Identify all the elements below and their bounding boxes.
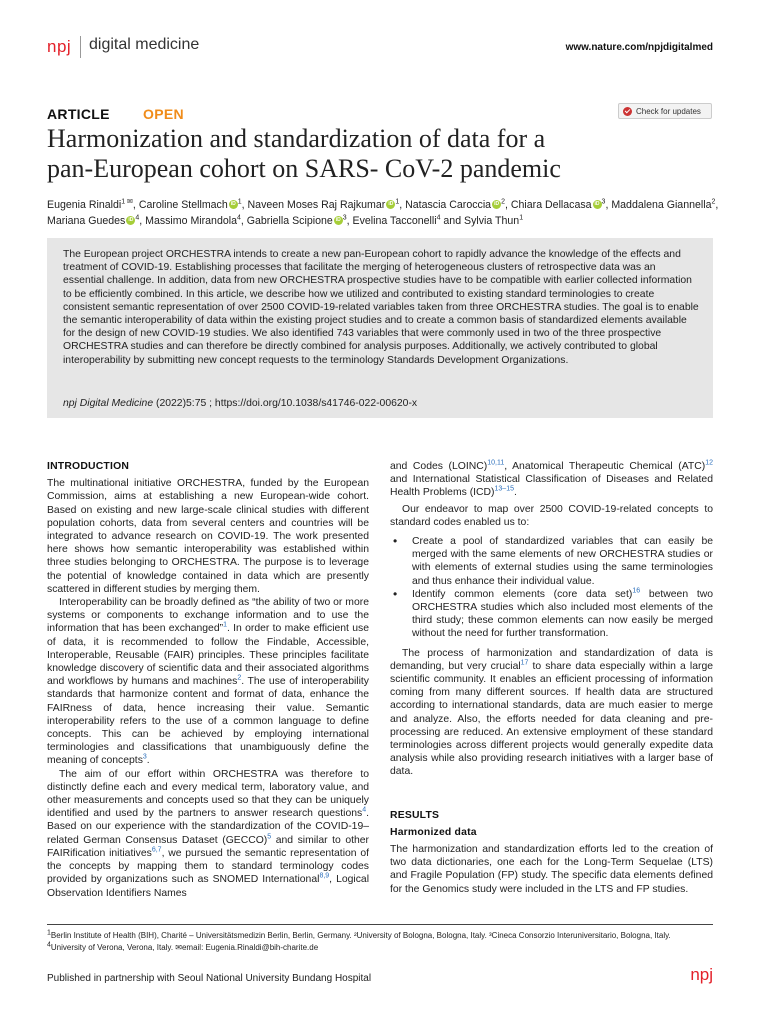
- ref-link[interactable]: 5: [267, 833, 272, 841]
- author-affiliation: 1: [395, 198, 400, 206]
- author-affiliation: 1 ✉: [121, 198, 133, 206]
- endeavor-paragraph: Our endeavor to map over 2500 COVID-19-related concepts to standard codes enabled us to:: [390, 503, 713, 528]
- goals-list: [390, 535, 713, 641]
- process-paragraph: The process of harmonization and standardization of data is demanding, but very crucial$^{17}$ to share data especially within a large scientific community. It enables an efficient processing of information coming from many different sources. If health data are structured according to international standards, data are much easier to merge and analyze. Also, the efforts needed for data cleaning and pre-processing are reduced. An extensive employment of these standard terminologies across different projects would generally expedite data analysis while also providing research initiatives with a larger base of data.: [390, 647, 713, 778]
- title-line-1: Harmonization and standardization of data for a: [47, 124, 546, 153]
- ref-link[interactable]: 13–15: [494, 485, 514, 493]
- author-name[interactable]: Natascia Caroccia: [405, 199, 492, 211]
- results-heading: RESULTS: [390, 809, 440, 821]
- ref-link[interactable]: 10,11: [487, 459, 505, 467]
- author-affiliation: 1: [237, 198, 242, 206]
- author-name[interactable]: Maddalena Giannella: [611, 199, 712, 211]
- ref-link[interactable]: 12: [705, 459, 713, 467]
- npj-logo[interactable]: npj: [47, 37, 72, 56]
- ref-link[interactable]: 3: [142, 754, 147, 761]
- author-name[interactable]: Massimo Mirandola: [145, 215, 237, 227]
- abstract-text: The European project ORCHESTRA intends to create a new pan-European cohort to rapidly advance the knowledge of the effects and treatment of COVID-19. Establishing processes that facilitate the merging of heterogeneous clusters of retrospective data was an essential challenge. In addition, data from new ORCHESTRA prospective studies have to be compatible with earlier collected information to be efficiently combined. In this article, we describe how we utilized and contributed to existing standard terminologies to create consistent semantic representation of over 2500 COVID-19-related variables taken from three ORCHESTRA studies. The goal is to enable the semantic interoperability of data within the existing project studies and to create a common basis of standardized elements available for the design of new COVID-19 studies. We also identified 743 variables that were commonly used in two of the three prospective ORCHESTRA studies and can therefore be directly combined for analysis purposes. Additionally, we actively contributed to global interoperability by submitting new concept requests to the terminology Standards Development Organizations.: [63, 249, 699, 366]
- author-affiliation: 4: [436, 214, 441, 222]
- harmonized-data-heading: Harmonized data: [390, 826, 477, 838]
- orcid-icon[interactable]: [229, 200, 238, 209]
- results-paragraph: The harmonization and standardization efforts led to the creation of two data dictionaries, one each for the Long-Term Sequelae (LTS) and Fragile Population (FP) study. The specific data elements defined for the Genomics study were included in the LTS and FP studies.: [390, 844, 713, 895]
- ref-link[interactable]: 6,7: [151, 846, 162, 854]
- check-updates-icon: [623, 107, 632, 116]
- author-affiliation: 2: [711, 198, 716, 206]
- author-affiliation: 4: [236, 214, 241, 222]
- orcid-icon[interactable]: [593, 200, 602, 209]
- author-affiliation: 2: [501, 198, 505, 206]
- affiliations-footnote: $^1$Berlin Institute of Health (BIH), Charité – Universitätsmedizin Berlin, Berlin, Germany. ²University of Bologna, Bologna, Italy. ³Cineca Consorzio Interuniversitario, Bologna, Italy. $^4$University of Verona, Verona, Italy. ✉email: Eugenia.Rinaldi@bih-charite.de: [47, 929, 671, 952]
- author-affiliation: 4: [135, 214, 140, 222]
- check-for-updates-button[interactable]: [618, 103, 712, 119]
- article-title: [47, 124, 727, 184]
- ref-link[interactable]: 2: [237, 674, 242, 682]
- author-affiliation: 3: [342, 214, 347, 222]
- author-list: Eugenia Rinaldi$^{1 ✉}$, Caroline StellmachiD $^1$, Naveen Moses Raj RajkumariD $^1$, Natascia CarocciaiD $^2$, Chiara DellacasaiD $^3$, Maddalena Giannella$^2$, Mariana GuedesiD $^4$, Massimo Mirandola$^4$, Gabriella ScipioneiD $^3$, Evelina Tacconelli$^4$ and Sylvia Thun$^1$: [47, 197, 727, 229]
- orcid-icon[interactable]: [492, 200, 501, 209]
- author-name[interactable]: Chiara Dellacasa: [510, 199, 592, 211]
- citation-doi-link[interactable]: (2022)5:75 ; https://doi.org/10.1038/s41746-022-00620-x: [153, 398, 418, 409]
- intro-paragraph-3: The aim of our effort within ORCHESTRA was therefore to distinctly define each and every medical term, laboratory value, and other measurements and concepts used so that they can be uniquely identified and used by the partners to answer research questions$^4$. Based on our experience with the standardization of the COVID-19–related German Consensus Dataset (GECCO)$^5$ and similar to other FAIRification initiatives$^{6,7}$, we pursued the semantic representation of the concepts by mapping them to standard terminology codes provided by organizations such as SNOMED International$^{8,9}$, Logical Observation Identifiers Names: [47, 768, 370, 899]
- open-access-label: OPEN: [143, 106, 184, 122]
- journal-name[interactable]: digital medicine: [89, 36, 200, 53]
- partnership-note: Published in partnership with Seoul National University Bundang Hospital: [47, 973, 372, 984]
- author-name[interactable]: Eugenia Rinaldi: [47, 199, 122, 211]
- author-affiliation: 3: [601, 198, 606, 206]
- citation-journal: npj Digital Medicine: [63, 398, 154, 409]
- author-name[interactable]: Gabriella Scipione: [246, 215, 333, 227]
- citation-line: [63, 398, 417, 409]
- ref-link[interactable]: 17: [520, 659, 529, 667]
- list-item: • Create a pool of standardized variables that can easily be merged with the same elements of new ORCHESTRA studies or with elements of external studies using the same terminologies and thus enhance their individual value.: [390, 535, 713, 588]
- orcid-icon[interactable]: [126, 216, 135, 225]
- intro-paragraph-1: The multinational initiative ORCHESTRA, funded by the European Commission, aims at establishing a new European-wide cohort. Based on existing and new large-scale clinical studies with different population cohorts, data from several centers and countries will be integrated to advance research on COVID-19. The work presented here shows how semantic interoperability was established within three studies belonging to ORCHESTRA. The purpose is to leverage the potential of knowledge contained in data which are presently scattered in different studies by merging them.: [47, 478, 369, 595]
- npj-footer-logo: npj: [690, 965, 713, 984]
- email-link[interactable]: University of Verona, Verona, Italy. ✉email: Eugenia.Rinaldi@bih-charite.de: [50, 942, 319, 952]
- author-name[interactable]: Sylvia Thun: [464, 215, 520, 227]
- author-name[interactable]: Evelina Tacconelli: [352, 215, 437, 227]
- check-updates-label: Check for updates: [636, 106, 701, 116]
- author-name[interactable]: Naveen Moses Raj Rajkumar: [247, 199, 386, 211]
- right-column: [390, 460, 713, 896]
- author-name[interactable]: Mariana Guedes: [47, 215, 126, 227]
- author-name[interactable]: Caroline Stellmach: [138, 199, 228, 211]
- header-divider: [80, 36, 81, 58]
- introduction-heading: INTRODUCTION: [47, 461, 130, 472]
- list-item: • Identify common elements (core data set)$^{16}$ between two ORCHESTRA studies which also included most elements of the third study; these common elements can now easily be merged without the need for further transformation.: [390, 588, 713, 641]
- orcid-icon[interactable]: [334, 216, 343, 225]
- ref-link[interactable]: 8,9: [319, 872, 330, 880]
- intro-continuation: and Codes (LOINC)$^{10,11}$, Anatomical Therapeutic Chemical (ATC)$^{12}$ and International Statistical Classification of Diseases and Related Health Problems (ICD)$^{13-15}$.: [390, 459, 713, 499]
- left-column: [47, 460, 369, 900]
- footnote-divider: [47, 924, 713, 925]
- title-line-2: pan-European cohort on SARS- CoV-2 pandemic: [47, 154, 561, 183]
- author-affiliation: 1: [519, 214, 524, 222]
- ref-link[interactable]: 4: [362, 806, 367, 814]
- orcid-icon[interactable]: [386, 200, 395, 209]
- journal-url-link[interactable]: www.nature.com/npjdigitalmed: [565, 42, 713, 53]
- ref-link[interactable]: 1: [223, 621, 227, 629]
- article-type-label: ARTICLE: [47, 106, 110, 122]
- intro-paragraph-2: Interoperability can be broadly defined as “the ability of two or more systems or components to exchange information and to use the information that has been exchanged”$^1$. In order to make efficient use of data, it is recommended to follow the Findable, Accessible, Interoperable, Reusable (FAIR) principles. These principles facilitate knowledge discovery of scientific data and their associated algorithms and workflows by humans and machines$^2$. The use of interoperability standards that harmonize content and format of data, enhance the FAIRness of data, hence increasing their value. Semantic interoperability refers to the use of a common language to define concepts. This can be achieved by employing international terminologies and classifications that unambiguously define the meaning of concepts$^3$.: [47, 597, 369, 767]
- ref-link[interactable]: 16: [632, 587, 641, 595]
